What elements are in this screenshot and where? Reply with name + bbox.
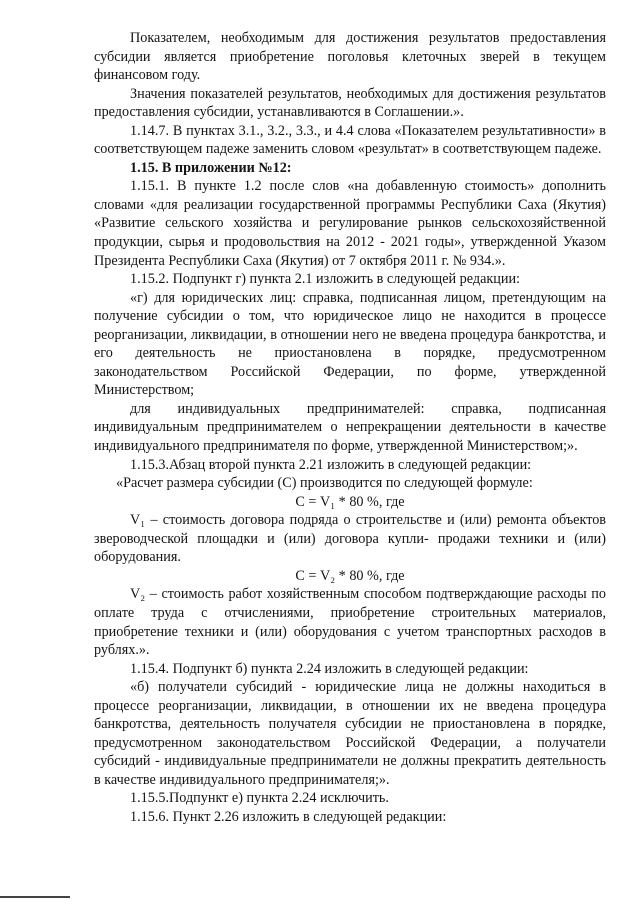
formula-v1: С = V₁ * 80 %, где xyxy=(295,493,405,510)
paragraph-v2-definition: V₂ – стоимость работ хозяйственным способом подтверждающие расходы по оплате труда с отчислениями, приобретение строительных материалов, приобретение техники и (или) оборудования с учетом транспортных расходов в рублях.». xyxy=(94,586,606,659)
paragraph-1-15-6: 1.15.6. Пункт 2.26 изложить в следующей редакции: xyxy=(130,808,447,825)
section-heading-1-15: 1.15. В приложении №12: xyxy=(130,159,292,176)
paragraph-subsidy-recipients: «б) получатели субсидий - юридические лица не должны находиться в процессе реорганизации, ликвидации, в отношении их не введена процедура банкротства, деятельность получателя субсидии не приостановлена в порядке, предусмотренном законодательством Российской Федерации, а получатели субсидий - индивидуальные предприниматели не должны прекратить деятельность в качестве индивидуального предпринимателя;». xyxy=(94,679,606,788)
paragraph-indicator-values: Значения показателей результатов, необходимых для достижения результатов предоставления субсидии, устанавливаются в Соглашении.». xyxy=(94,85,606,121)
paragraph-1-15-4: 1.15.4. Подпункт б) пункта 2.24 изложить в следующей редакции: xyxy=(130,660,529,677)
paragraph-formula-intro: «Расчет размера субсидии (С) производится по следующей формуле: xyxy=(116,475,533,492)
paragraph-1-15-3: 1.15.3.Абзац второй пункта 2.21 изложить в следующей редакции: xyxy=(130,456,532,473)
formula-v2: С = V₂ * 80 %, где xyxy=(295,567,405,584)
paragraph-legal-entities: «г) для юридических лиц: справка, подписанная лицом, претендующим на получение субсидии о том, что юридическое лицо не находится в процессе реорганизации, ликвидации, в отношении него не введена процедура банкротства, и его деятельность не приостановлена в порядке, предусмотренном законодательством Российской Федерации, по форме, утвержденной Министерством; xyxy=(94,289,606,399)
paragraph-v1-definition: V₁ – стоимость договора подряда о строительстве и (или) ремонта объектов звероводческой площадки и (или) договора купли- продажи техники и (или) оборудования. xyxy=(94,512,606,566)
document-page xyxy=(94,29,606,827)
paragraph-indicator: Показателем, необходимым для достижения результатов предоставления субсидии является приобретение поголовья клеточных зверей в текущем финансовом году. xyxy=(94,30,606,84)
paragraph-1-14-7: 1.14.7. В пунктах 3.1., 3.2., 3.3., и 4.4 слова «Показателем результативности» в соответствующем падеже заменить словом «результат» в соответствующем падеже. xyxy=(94,122,606,158)
paragraph-individual-entrepreneurs: для индивидуальных предпринимателей: справка, подписанная индивидуальным предпринимателем о непрекращении деятельности в качестве индивидуального предпринимателя по форме, утвержденной Министерством;». xyxy=(94,400,606,455)
footer-rule xyxy=(0,896,70,898)
paragraph-1-15-5: 1.15.5.Подпункт е) пункта 2.24 исключить. xyxy=(130,790,389,807)
paragraph-1-15-2: 1.15.2. Подпункт г) пункта 2.1 изложить в следующей редакции: xyxy=(130,271,520,288)
paragraph-1-15-1: 1.15.1. В пункте 1.2 после слов «на добавленную стоимость» дополнить словами «для реализации государственной программы Республики Саха (Якутия) «Развитие сельского хозяйства и регулирование рынков сельскохозяйственной продукции, сырья и продовольствия на 2012 - 2021 годы», утвержденной Указом Президента Республики Саха (Якутия) от 7 октября 2011 г. № 934.». xyxy=(94,178,606,269)
